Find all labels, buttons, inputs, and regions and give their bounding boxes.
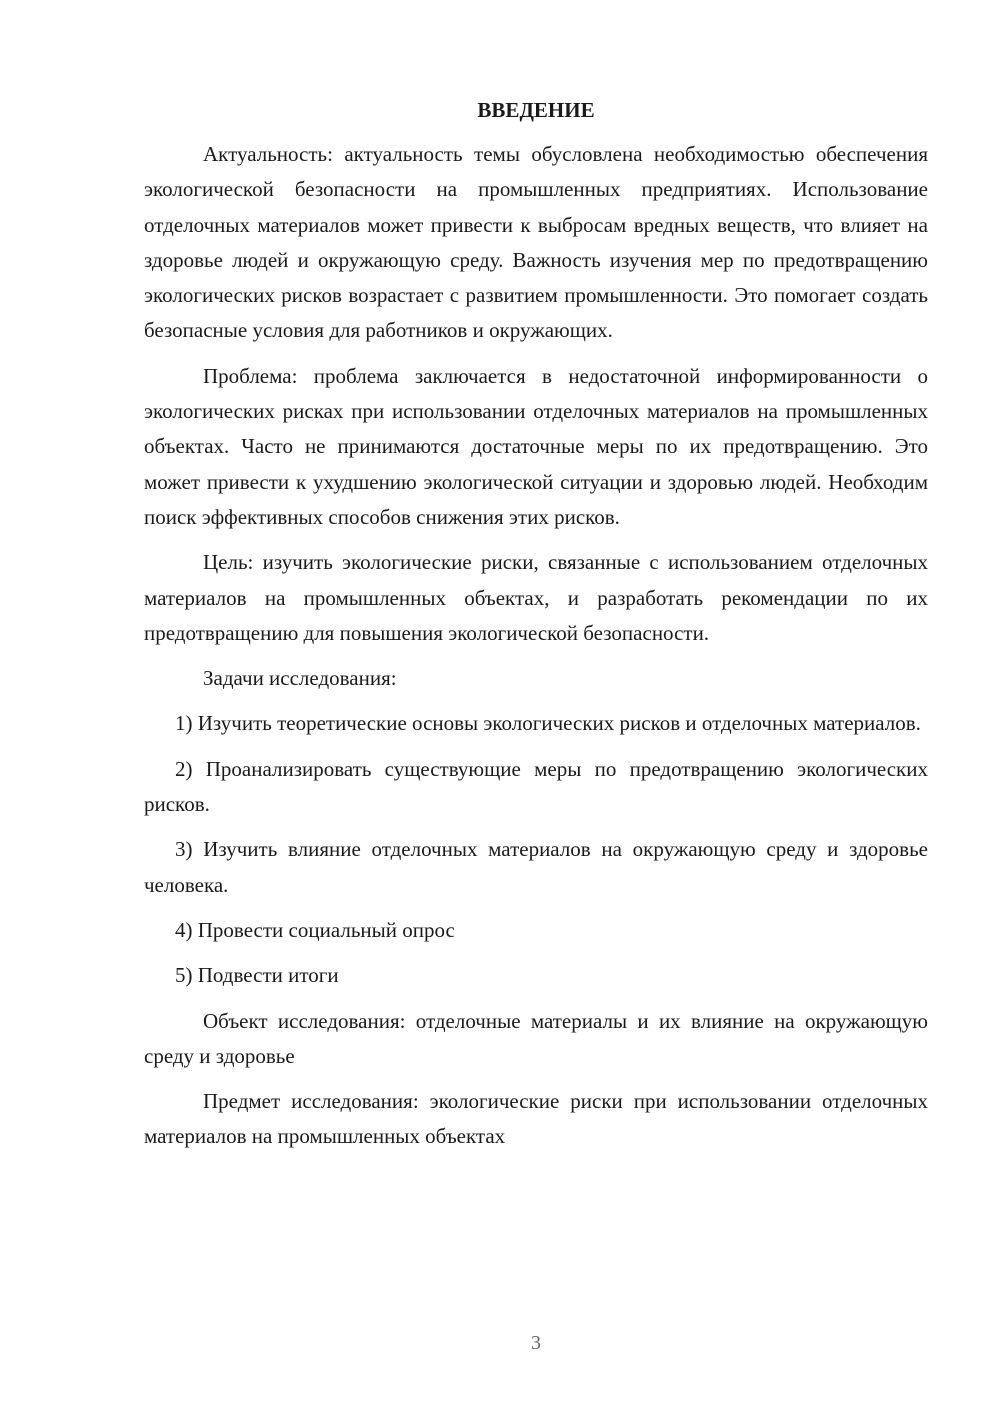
- page-number: 3: [531, 1332, 541, 1354]
- task-item-3: 3) Изучить влияние отделочных материалов на окружающую среду и здоровье человека.: [144, 837, 928, 897]
- tasks-heading: Задачи исследования:: [203, 666, 397, 691]
- task-item-5: 5) Подвести итоги: [175, 963, 339, 988]
- relevance-paragraph: Актуальность: актуальность темы обусловлена необходимостью обеспечения экологической безопасности на промышленных предприятиях. Использование отделочных материалов может привести к выбросам вредных веществ, что влияет на здоровье людей и окружающую среду. Важность изучения мер по предотвращению экологических рисков возрастает с развитием промышленности. Это помогает создать безопасные условия для работников и окружающих.: [144, 142, 928, 343]
- task-item-4: 4) Провести социальный опрос: [175, 917, 455, 942]
- task-item-1: 1) Изучить теоретические основы экологических рисков и отделочных материалов.: [175, 711, 921, 736]
- task-item-2: 2) Проанализировать существующие меры по предотвращению экологических рисков.: [144, 756, 928, 817]
- research-object-paragraph: Объект исследования: отделочные материалы и их влияние на окружающую среду и здоровье: [144, 1008, 928, 1068]
- research-subject-paragraph: Предмет исследования: экологические риски при использовании отделочных материалов на промышленных объектах: [144, 1089, 928, 1149]
- goal-paragraph: Цель: изучить экологические риски, связанные с использованием отделочных материалов на промышленных объектах, и разработать рекомендации по их предотвращению для повышения экологической безопасности.: [144, 550, 928, 645]
- page-title: ВВЕДЕНИЕ: [477, 98, 595, 122]
- page-content: [144, 92, 928, 1165]
- problem-paragraph: Проблема: проблема заключается в недостаточной информированности о экологических рисках при использовании отделочных материалов на промышленных объектах. Часто не принимаются достаточные меры по их предотвращению. Это может привести к ухудшению экологической ситуации и здоровью людей. Необходим поиск эффективных способов снижения этих рисков.: [144, 363, 928, 529]
